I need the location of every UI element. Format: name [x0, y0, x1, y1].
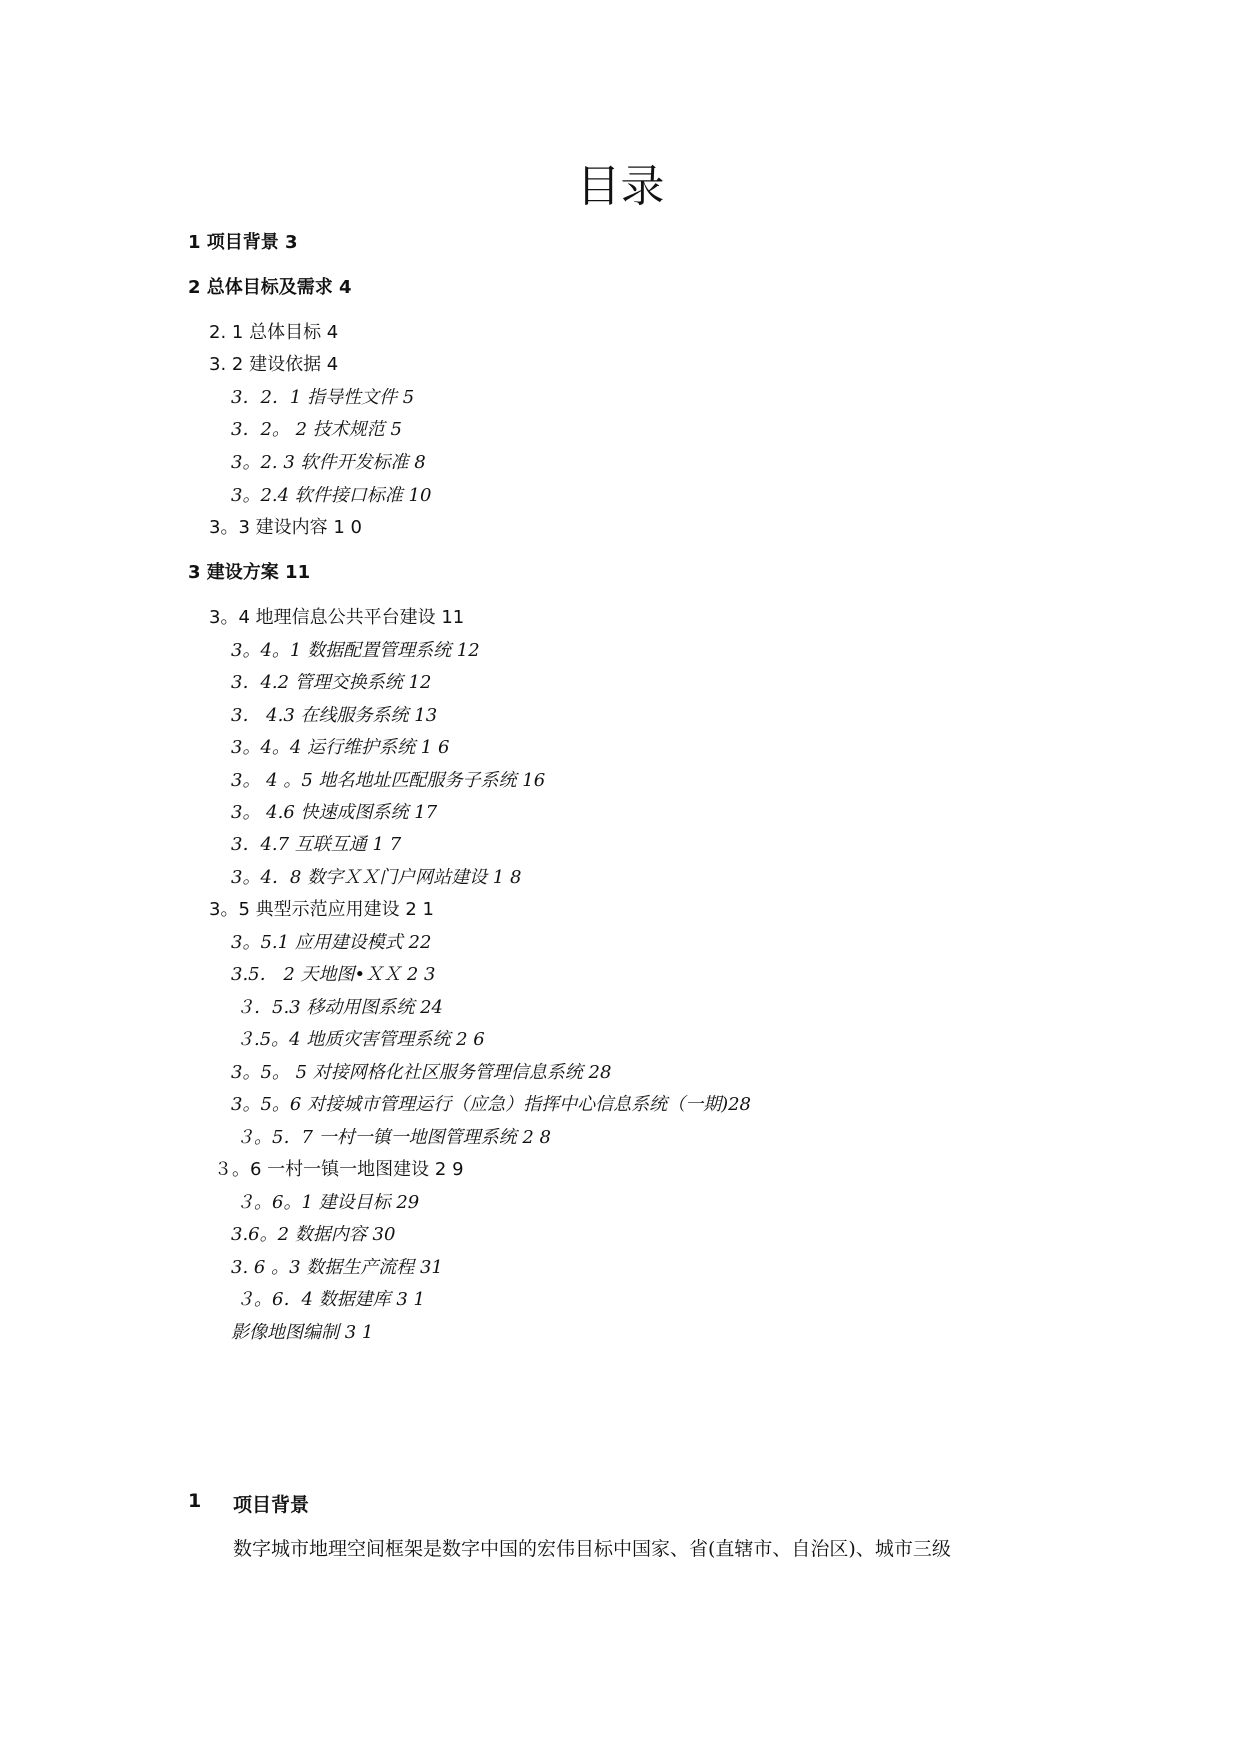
toc-entry[interactable]: 1 项目背景 3: [188, 232, 298, 253]
toc-entry[interactable]: 3． 4.3 在线服务系统 13: [231, 705, 438, 726]
toc-entry[interactable]: ３。5．7 一村一镇一地图管理系统 2 8: [236, 1127, 551, 1148]
toc-entry[interactable]: 3. 6 。3 数据生产流程 31: [231, 1257, 443, 1278]
toc-entry[interactable]: ３。6 一村一镇一地图建设 2 9: [214, 1159, 464, 1180]
toc-entry[interactable]: 3．2．1 指导性文件 5: [231, 387, 415, 408]
toc-entry[interactable]: 2 总体目标及需求 4: [188, 277, 352, 298]
toc-entry[interactable]: 3．2。 2 技术规范 5: [231, 419, 402, 440]
toc-entry[interactable]: 3。 4.6 快速成图系统 17: [231, 802, 438, 823]
toc-entry[interactable]: 3。5.1 应用建设模式 22: [231, 932, 432, 953]
toc-entry[interactable]: 3。4。4 运行维护系统 1 6: [231, 737, 450, 758]
toc-title: 目录: [576, 161, 665, 212]
section-title: 项目背景: [233, 1494, 310, 1516]
toc-entry[interactable]: 3。4。1 数据配置管理系统 12: [231, 640, 480, 661]
toc-entry[interactable]: ３。6。1 建设目标 29: [236, 1192, 420, 1213]
toc-entry[interactable]: 3。5。6 对接城市管理运行（应急）指挥中心信息系统（一期)28: [231, 1094, 752, 1115]
toc-entry[interactable]: 2. 1 总体目标 4: [209, 322, 339, 343]
toc-entry[interactable]: ３．5.3 移动用图系统 24: [236, 997, 443, 1018]
toc-entry[interactable]: ３。6．4 数据建库 3 1: [236, 1289, 425, 1310]
toc-entry[interactable]: 3．4.2 管理交换系统 12: [231, 672, 432, 693]
toc-entry[interactable]: 3。3 建设内容 1 0: [209, 517, 362, 538]
toc-entry[interactable]: 影像地图编制 3 1: [231, 1322, 374, 1343]
toc-entry[interactable]: 3。4．8 数字ＸＸ门户网站建设 1 8: [231, 867, 522, 888]
toc-entry[interactable]: 3.6。2 数据内容 30: [231, 1224, 396, 1245]
section-number: 1: [188, 1490, 202, 1512]
toc-entry[interactable]: 3。4 地理信息公共平台建设 11: [209, 607, 465, 628]
toc-entry[interactable]: 3。2.4 软件接口标准 10: [231, 485, 432, 506]
toc-entry[interactable]: 3.5． 2 天地图•ＸＸ 2 3: [231, 964, 436, 985]
toc-entry[interactable]: 3．4.7 互联互通 1 7: [231, 834, 402, 855]
toc-entry[interactable]: 3. 2 建设依据 4: [209, 354, 339, 375]
body-paragraph: 数字城市地理空间框架是数字中国的宏伟目标中国家、省(直辖市、自治区)、城市三级: [233, 1538, 951, 1560]
toc-entry[interactable]: 3。2. 3 软件开发标准 8: [231, 452, 426, 473]
toc-entry[interactable]: 3。 4 。5 地名地址匹配服务子系统 16: [231, 770, 546, 791]
toc-entry[interactable]: 3 建设方案 11: [188, 562, 311, 583]
toc-entry[interactable]: 3。5 典型示范应用建设 2 1: [209, 899, 434, 920]
toc-entry[interactable]: ３.5。4 地质灾害管理系统 2 6: [236, 1029, 485, 1050]
toc-entry[interactable]: 3。5。 5 对接网格化社区服务管理信息系统 28: [231, 1062, 612, 1083]
